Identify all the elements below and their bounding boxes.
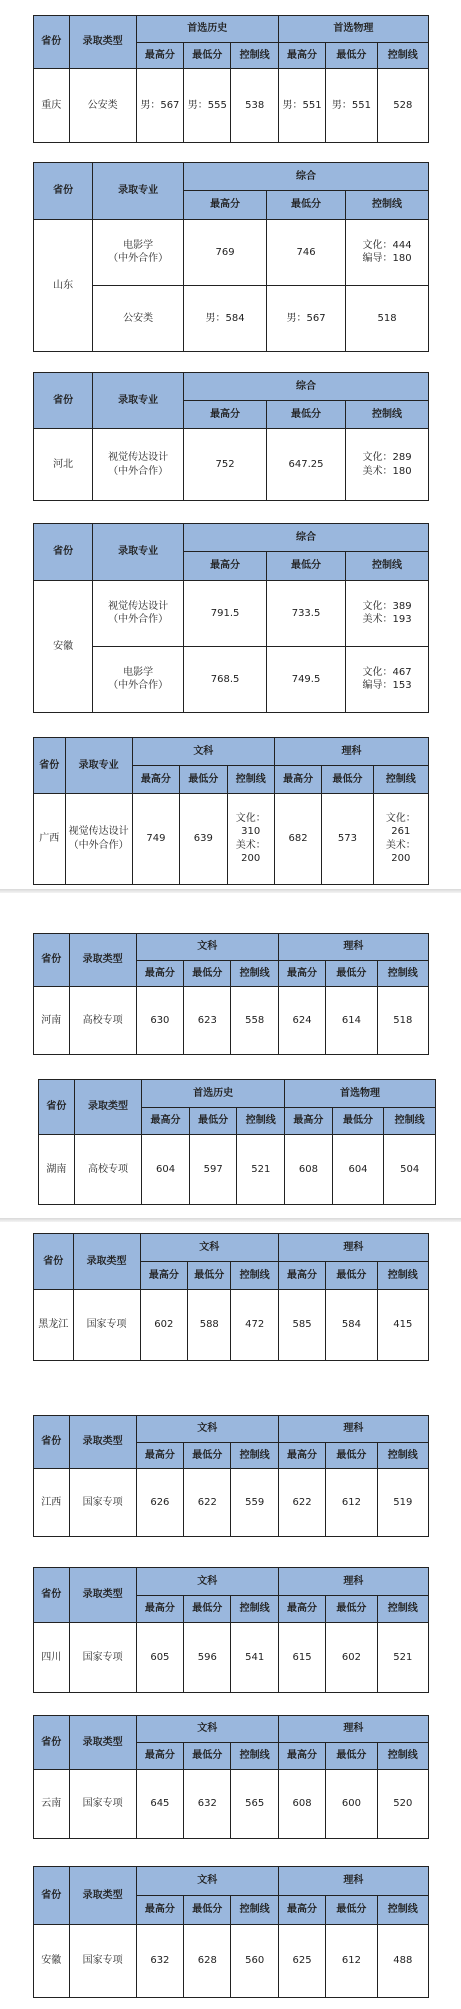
page-separator	[0, 1218, 461, 1222]
admission-type-cell: 国家专项	[69, 1770, 136, 1839]
control-line-cell: 文化：444 编导：180	[346, 219, 429, 285]
header-history: 首选历史	[136, 16, 278, 43]
score-cell: 645	[136, 1770, 183, 1839]
header-province: 省份	[34, 1234, 74, 1290]
header-science: 理科	[278, 1716, 428, 1743]
score-cell: 628	[184, 1924, 231, 1997]
major-cell: 视觉传达设计 （中外合作）	[65, 793, 132, 884]
header-combined: 综合	[184, 163, 429, 191]
header-science: 理科	[278, 934, 428, 961]
header-admission-type: 录取类型	[69, 1416, 136, 1469]
header-control: 控制线	[231, 42, 278, 69]
score-cell: 746	[267, 219, 346, 285]
control-line-cell: 文化：289 美术：180	[346, 429, 429, 501]
province-cell: 黑龙江	[34, 1289, 74, 1360]
header-lowest: 最低分	[326, 1595, 377, 1623]
province-cell: 安徽	[34, 580, 93, 712]
score-cell: 791.5	[184, 580, 267, 646]
header-science: 理科	[278, 1867, 428, 1896]
province-cell: 江西	[34, 1469, 70, 1537]
admission-type-cell: 公安类	[69, 69, 136, 143]
header-lowest: 最低分	[184, 1442, 231, 1469]
header-highest: 最高分	[278, 960, 325, 987]
header-province: 省份	[34, 524, 93, 581]
header-control: 控制线	[377, 1743, 428, 1770]
admission-table-hunan	[38, 1079, 436, 1205]
score-cell: 男：551	[278, 69, 325, 143]
major-cell: 视觉传达设计 （中外合作）	[93, 429, 184, 501]
header-lowest: 最低分	[184, 1895, 231, 1924]
score-cell: 604	[332, 1135, 384, 1205]
score-cell: 584	[326, 1289, 377, 1360]
header-highest: 最高分	[136, 1895, 183, 1924]
score-cell: 624	[278, 987, 325, 1055]
header-lowest: 最低分	[326, 1743, 377, 1770]
score-cell: 573	[322, 793, 373, 884]
score-cell: 男：567	[267, 285, 346, 351]
header-lowest: 最低分	[326, 42, 377, 69]
header-lowest: 最低分	[188, 1261, 231, 1289]
score-cell: 769	[184, 219, 267, 285]
header-physics: 首选物理	[278, 16, 428, 43]
score-cell: 520	[377, 1770, 428, 1839]
admission-type-cell: 高校专项	[74, 1135, 141, 1205]
header-lowest: 最低分	[332, 1107, 384, 1135]
header-admission-type: 录取类型	[69, 1867, 136, 1925]
score-cell: 538	[231, 69, 278, 143]
score-cell: 612	[326, 1924, 377, 1997]
header-highest: 最高分	[278, 1261, 325, 1289]
header-combined: 综合	[184, 524, 429, 552]
province-cell: 河南	[34, 987, 70, 1055]
header-control: 控制线	[346, 401, 429, 429]
score-cell: 504	[384, 1135, 436, 1205]
header-highest: 最高分	[278, 1895, 325, 1924]
header-arts: 文科	[136, 1716, 278, 1743]
header-highest: 最高分	[136, 960, 183, 987]
score-cell: 604	[142, 1135, 190, 1205]
header-admission-major: 录取专业	[93, 524, 184, 581]
score-cell: 614	[326, 987, 377, 1055]
header-control: 控制线	[227, 765, 274, 793]
header-control: 控制线	[231, 1895, 278, 1924]
header-admission-type: 录取类型	[69, 1568, 136, 1623]
admission-table-anhui-majors	[33, 523, 429, 713]
header-arts: 文科	[140, 1234, 278, 1262]
header-admission-type: 录取类型	[69, 934, 136, 987]
header-control: 控制线	[346, 552, 429, 580]
score-cell: 768.5	[184, 646, 267, 712]
header-lowest: 最低分	[180, 765, 227, 793]
score-cell: 632	[184, 1770, 231, 1839]
header-highest: 最高分	[140, 1261, 187, 1289]
admission-table-henan	[33, 933, 429, 1055]
header-control: 控制线	[377, 1895, 428, 1924]
header-admission-major: 录取专业	[65, 738, 132, 794]
header-science: 理科	[274, 738, 428, 766]
header-lowest: 最低分	[184, 1595, 231, 1623]
header-province: 省份	[39, 1080, 75, 1135]
header-province: 省份	[34, 934, 70, 987]
header-lowest: 最低分	[184, 960, 231, 987]
score-cell: 623	[184, 987, 231, 1055]
score-cell: 612	[326, 1469, 377, 1537]
score-cell: 622	[278, 1469, 325, 1537]
header-lowest: 最低分	[326, 1261, 377, 1289]
admission-table-guangxi	[33, 737, 429, 885]
header-province: 省份	[34, 373, 93, 429]
header-lowest: 最低分	[267, 191, 346, 219]
header-lowest: 最低分	[184, 1743, 231, 1770]
header-highest: 最高分	[278, 42, 325, 69]
header-lowest: 最低分	[267, 401, 346, 429]
score-cell: 558	[231, 987, 278, 1055]
score-cell: 608	[285, 1135, 333, 1205]
score-cell: 519	[377, 1469, 428, 1537]
score-cell: 647.25	[267, 429, 346, 501]
header-highest: 最高分	[285, 1107, 333, 1135]
header-control: 控制线	[231, 1743, 278, 1770]
header-admission-type: 录取类型	[69, 1716, 136, 1770]
header-highest: 最高分	[136, 1442, 183, 1469]
score-cell: 749	[132, 793, 179, 884]
major-cell: 电影学 （中外合作）	[93, 219, 184, 285]
score-cell: 415	[377, 1289, 428, 1360]
control-line-cell: 文化： 310 美术： 200	[227, 793, 274, 884]
admission-table-shandong	[33, 162, 429, 352]
header-control: 控制线	[373, 765, 428, 793]
header-lowest: 最低分	[184, 42, 231, 69]
score-cell: 518	[377, 987, 428, 1055]
province-cell: 广西	[34, 793, 66, 884]
header-physics: 首选物理	[285, 1080, 436, 1108]
score-cell: 682	[274, 793, 321, 884]
header-control: 控制线	[231, 1595, 278, 1623]
header-highest: 最高分	[184, 191, 267, 219]
header-province: 省份	[34, 1568, 70, 1623]
header-lowest: 最低分	[267, 552, 346, 580]
header-lowest: 最低分	[322, 765, 373, 793]
score-cell: 男：555	[184, 69, 231, 143]
header-control: 控制线	[377, 960, 428, 987]
header-highest: 最高分	[136, 1743, 183, 1770]
header-lowest: 最低分	[189, 1107, 237, 1135]
province-cell: 重庆	[34, 69, 70, 143]
header-admission-major: 录取专业	[93, 163, 184, 220]
score-cell: 男：567	[136, 69, 183, 143]
score-cell: 521	[377, 1623, 428, 1693]
score-cell: 602	[326, 1623, 377, 1693]
score-cell: 472	[231, 1289, 278, 1360]
header-highest: 最高分	[136, 1595, 183, 1623]
score-cell: 559	[231, 1469, 278, 1537]
control-line-cell: 文化： 261 美术： 200	[373, 793, 428, 884]
admission-type-cell: 国家专项	[69, 1924, 136, 1997]
score-cell: 608	[278, 1770, 325, 1839]
header-highest: 最高分	[136, 42, 183, 69]
score-cell: 752	[184, 429, 267, 501]
province-cell: 云南	[34, 1770, 70, 1839]
major-cell: 公安类	[93, 285, 184, 351]
province-cell: 四川	[34, 1623, 70, 1693]
header-arts: 文科	[132, 738, 274, 766]
score-cell: 630	[136, 987, 183, 1055]
header-lowest: 最低分	[326, 960, 377, 987]
score-cell: 615	[278, 1623, 325, 1693]
header-province: 省份	[34, 1416, 70, 1469]
score-cell: 622	[184, 1469, 231, 1537]
control-line-cell: 文化：467 编导：153	[346, 646, 429, 712]
header-combined: 综合	[184, 373, 429, 401]
admission-table-heilongjiang	[33, 1233, 429, 1361]
score-cell: 521	[237, 1135, 285, 1205]
header-science: 理科	[278, 1234, 428, 1262]
page-separator	[0, 889, 461, 893]
header-province: 省份	[34, 16, 70, 69]
header-highest: 最高分	[184, 552, 267, 580]
major-cell: 视觉传达设计 （中外合作）	[93, 580, 184, 646]
score-cell: 541	[231, 1623, 278, 1693]
header-control: 控制线	[377, 42, 428, 69]
header-control: 控制线	[384, 1107, 436, 1135]
header-admission-type: 录取类型	[73, 1234, 140, 1290]
score-cell: 733.5	[267, 580, 346, 646]
admission-type-cell: 国家专项	[73, 1289, 140, 1360]
header-highest: 最高分	[132, 765, 179, 793]
score-cell: 588	[188, 1289, 231, 1360]
header-history: 首选历史	[142, 1080, 285, 1108]
header-arts: 文科	[136, 1568, 278, 1596]
header-province: 省份	[34, 163, 93, 220]
score-cell: 632	[136, 1924, 183, 1997]
header-lowest: 最低分	[326, 1895, 377, 1924]
header-arts: 文科	[136, 1867, 278, 1896]
score-cell: 488	[377, 1924, 428, 1997]
score-cell: 男：584	[184, 285, 267, 351]
score-cell: 528	[377, 69, 428, 143]
admission-table-jiangxi	[33, 1415, 429, 1537]
header-admission-type: 录取类型	[74, 1080, 141, 1135]
score-cell: 男：551	[326, 69, 377, 143]
header-province: 省份	[34, 1716, 70, 1770]
score-cell: 749.5	[267, 646, 346, 712]
header-province: 省份	[34, 738, 66, 794]
control-line-cell: 文化：389 美术：193	[346, 580, 429, 646]
province-cell: 河北	[34, 429, 93, 501]
score-cell: 625	[278, 1924, 325, 1997]
admission-type-cell: 国家专项	[69, 1623, 136, 1693]
header-science: 理科	[278, 1568, 428, 1596]
header-highest: 最高分	[274, 765, 321, 793]
header-control: 控制线	[377, 1442, 428, 1469]
header-highest: 最高分	[278, 1442, 325, 1469]
score-cell: 585	[278, 1289, 325, 1360]
header-highest: 最高分	[278, 1743, 325, 1770]
score-cell: 600	[326, 1770, 377, 1839]
admission-table-yunnan	[33, 1715, 429, 1839]
header-lowest: 最低分	[326, 1442, 377, 1469]
header-arts: 文科	[136, 934, 278, 961]
score-cell: 605	[136, 1623, 183, 1693]
province-cell: 湖南	[39, 1135, 75, 1205]
header-highest: 最高分	[184, 401, 267, 429]
header-control: 控制线	[346, 191, 429, 219]
header-science: 理科	[278, 1416, 428, 1443]
header-control: 控制线	[231, 960, 278, 987]
control-line-cell: 518	[346, 285, 429, 351]
province-cell: 山东	[34, 219, 93, 351]
score-cell: 626	[136, 1469, 183, 1537]
header-control: 控制线	[237, 1107, 285, 1135]
admission-type-cell: 高校专项	[69, 987, 136, 1055]
admission-table-sichuan	[33, 1567, 429, 1693]
header-control: 控制线	[377, 1261, 428, 1289]
province-cell: 安徽	[34, 1924, 70, 1997]
score-cell: 596	[184, 1623, 231, 1693]
admission-table-chongqing	[33, 15, 429, 143]
header-province: 省份	[34, 1867, 70, 1925]
header-arts: 文科	[136, 1416, 278, 1443]
header-control: 控制线	[377, 1595, 428, 1623]
score-cell: 602	[140, 1289, 187, 1360]
score-cell: 560	[231, 1924, 278, 1997]
admission-table-hebei	[33, 372, 429, 501]
header-highest: 最高分	[278, 1595, 325, 1623]
major-cell: 电影学 （中外合作）	[93, 646, 184, 712]
score-cell: 565	[231, 1770, 278, 1839]
header-highest: 最高分	[142, 1107, 190, 1135]
score-cell: 639	[180, 793, 227, 884]
header-admission-type: 录取类型	[69, 16, 136, 69]
header-control: 控制线	[231, 1442, 278, 1469]
header-admission-major: 录取专业	[93, 373, 184, 429]
score-cell: 597	[189, 1135, 237, 1205]
admission-table-anhui-national	[33, 1866, 429, 1998]
header-control: 控制线	[231, 1261, 278, 1289]
admission-type-cell: 国家专项	[69, 1469, 136, 1537]
